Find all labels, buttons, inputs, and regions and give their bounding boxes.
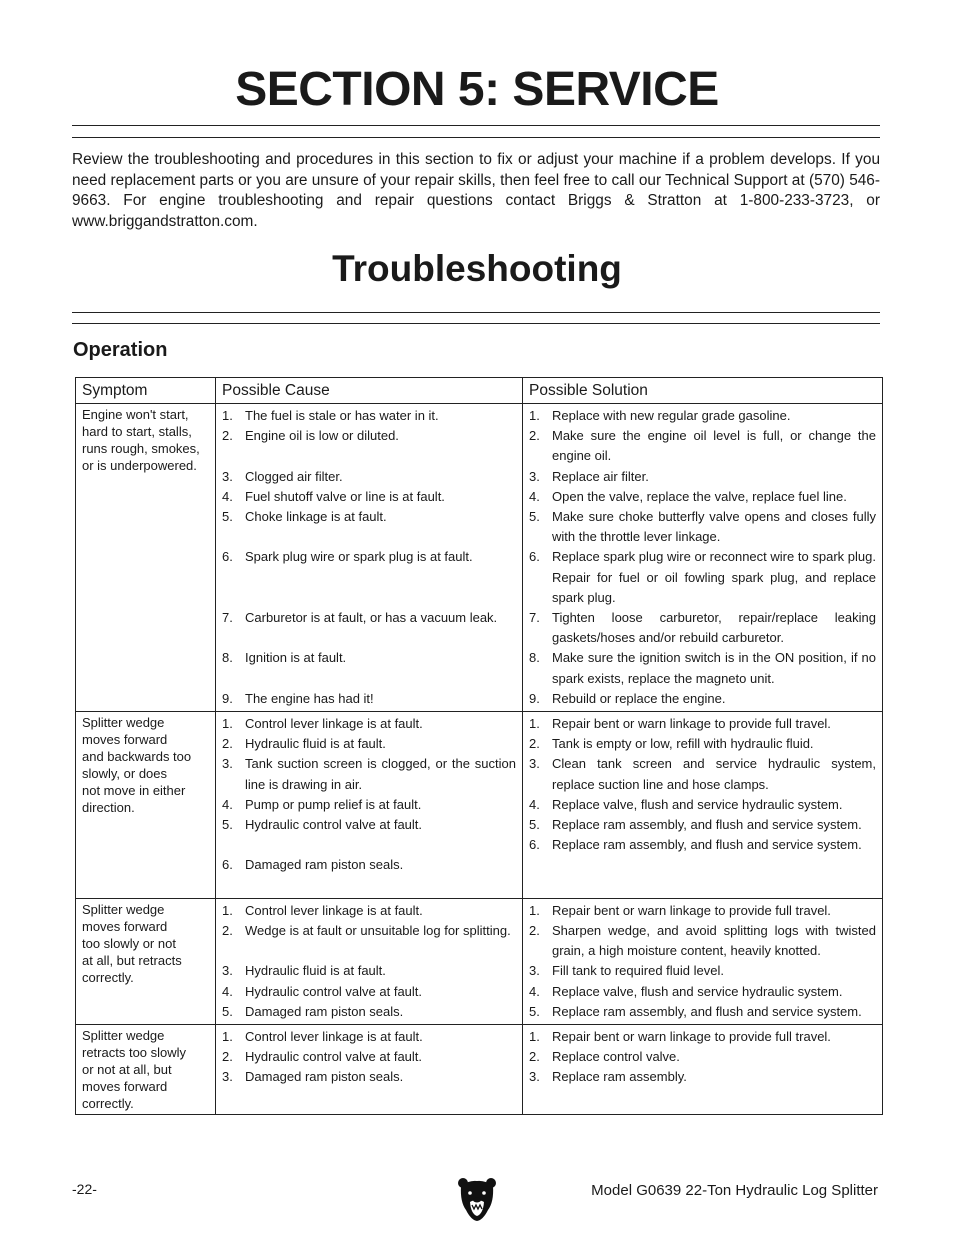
symptom-line: moves forward — [82, 732, 168, 748]
cause-text: Choke linkage is at fault. — [245, 509, 387, 524]
bear-head-icon — [457, 1176, 497, 1222]
solution-cell — [523, 898, 883, 1024]
item-number: 7. — [529, 610, 540, 626]
item-number: 5. — [529, 817, 540, 833]
cause-item — [222, 608, 516, 648]
solution-text: Replace ram assembly, and flush and service system. — [552, 1003, 862, 1019]
symptom-line: hard to start, stalls, — [82, 424, 192, 439]
solution-item — [529, 921, 876, 961]
solution-header: Possible Solution — [523, 378, 883, 404]
solution-text: Replace with new regular grade gasoline. — [552, 408, 791, 423]
item-number: 3. — [222, 756, 233, 772]
cause-text: Damaged ram piston seals. — [245, 1003, 404, 1019]
solution-cell — [523, 1025, 883, 1115]
cause-cell — [216, 898, 523, 1024]
item-number: 1. — [222, 902, 233, 918]
divider — [72, 137, 880, 138]
solution-text: Make sure the engine oil level is full, or change the engine oil. — [552, 428, 876, 464]
cause-item — [222, 734, 516, 754]
symptom-line: and backwards too — [82, 749, 192, 765]
symptom-line: or not at all, but — [82, 1062, 172, 1078]
cause-header: Possible Cause — [216, 378, 523, 404]
item-number: 3. — [529, 756, 540, 772]
cause-text: Hydraulic fluid is at fault. — [245, 736, 386, 752]
cause-text: Hydraulic control valve at fault. — [245, 817, 423, 833]
symptom-line: runs rough, smokes, — [82, 441, 200, 456]
item-number: 2. — [222, 428, 233, 444]
solution-cell — [523, 712, 883, 899]
table-header-row — [76, 378, 883, 404]
item-number: 4. — [222, 488, 233, 504]
solution-text: Tighten loose carburetor, repair/replace leaking gaskets/hoses and/or rebuild carburetor. — [552, 610, 876, 646]
item-number: 6. — [529, 837, 540, 853]
item-number: 9. — [222, 690, 233, 706]
cause-text: Wedge is at fault or unsuitable log for splitting. — [245, 923, 511, 939]
item-number: 2. — [222, 736, 233, 752]
cause-text: Control lever linkage is at fault. — [245, 1029, 423, 1045]
item-number: 1. — [529, 902, 540, 918]
symptom-line: too slowly or not — [82, 935, 176, 951]
solution-text: Replace ram assembly, and flush and service system. — [552, 817, 862, 833]
page-number: -22- — [72, 1181, 97, 1197]
cause-item — [222, 855, 516, 895]
solution-item — [529, 406, 876, 426]
cause-item — [222, 487, 516, 507]
item-number: 3. — [222, 963, 233, 979]
cause-text: Hydraulic control valve at fault. — [245, 1049, 423, 1065]
solution-item — [529, 689, 876, 709]
cause-item — [222, 982, 516, 1002]
solution-text: Replace spark plug wire or reconnect wire to spark plug. Repair for fuel or oil fowling spark plug, and replace spark plug. — [552, 549, 876, 605]
symptom-line: Splitter wedge — [82, 901, 165, 917]
symptom-cell — [76, 712, 216, 899]
item-number: 3. — [529, 963, 540, 979]
cause-text: The engine has had it! — [245, 690, 374, 706]
item-number: 5. — [529, 1003, 540, 1019]
cause-item — [222, 1047, 516, 1067]
cause-item — [222, 406, 516, 426]
cause-text: Clogged air filter. — [245, 468, 343, 484]
solution-text: Replace ram assembly. — [552, 1069, 687, 1085]
symptom-line: at all, but retracts — [82, 952, 182, 968]
cause-item — [222, 467, 516, 487]
item-number: 2. — [529, 428, 540, 444]
item-number: 6. — [222, 549, 233, 565]
cause-text: Fuel shutoff valve or line is at fault. — [245, 488, 445, 504]
item-number: 1. — [222, 1029, 233, 1045]
solution-item — [529, 426, 876, 466]
solution-text: Replace control valve. — [552, 1049, 680, 1065]
section-title: SECTION 5: SERVICE — [235, 63, 719, 116]
item-number: 6. — [222, 857, 233, 873]
solution-text: Fill tank to required fluid level. — [552, 963, 724, 979]
cause-text: Control lever linkage is at fault. — [245, 902, 423, 918]
item-number: 1. — [529, 408, 540, 423]
cause-text: Hydraulic control valve at fault. — [245, 983, 423, 999]
item-number: 5. — [222, 817, 233, 833]
solution-item — [529, 1002, 876, 1022]
item-number: 5. — [529, 509, 540, 525]
solution-item — [529, 507, 876, 547]
item-number: 1. — [222, 716, 233, 732]
table-row — [76, 898, 883, 1024]
divider — [72, 125, 880, 126]
item-number: 7. — [222, 609, 233, 625]
symptom-line: Splitter wedge — [82, 715, 165, 731]
solution-item — [529, 1027, 876, 1047]
solution-item — [529, 648, 876, 688]
solution-item — [529, 487, 876, 507]
cause-text: Engine oil is low or diluted. — [245, 428, 399, 444]
cause-cell — [216, 1025, 523, 1115]
solution-item — [529, 1067, 876, 1087]
item-number: 2. — [529, 1049, 540, 1065]
item-number: 4. — [529, 983, 540, 999]
solution-item — [529, 961, 876, 981]
item-number: 8. — [222, 650, 233, 666]
cause-item — [222, 1002, 516, 1022]
item-number: 3. — [222, 468, 233, 484]
table-row — [76, 404, 883, 712]
symptom-line: correctly. — [82, 969, 134, 985]
item-number: 3. — [529, 468, 540, 484]
model-footer: Model G0639 22-Ton Hydraulic Log Splitter — [591, 1182, 878, 1199]
solution-text: Open the valve, replace the valve, replace fuel line. — [552, 488, 847, 504]
cause-item — [222, 921, 516, 961]
intro-paragraph: Review the troubleshooting and procedures in this section to fix or adjust your machine if a problem develops. If you need replacement parts or you are unsure of your repair skills, then feel free to call our Technical Support at (570) 546-9663. For engine troubleshooting and repair questions contact Briggs & Stratton at 1-800-233-3723, or www.briggandstratton.com. — [72, 151, 880, 230]
item-number: 4. — [529, 488, 540, 504]
cause-item — [222, 901, 516, 921]
solution-text: Make sure choke butterfly valve opens and closes fully with the throttle lever linkage. — [552, 509, 876, 545]
item-number: 1. — [222, 408, 233, 423]
solution-text: Repair bent or warn linkage to provide full travel. — [552, 716, 831, 732]
item-number: 4. — [529, 796, 540, 812]
item-number: 4. — [222, 796, 233, 812]
troubleshooting-title: Troubleshooting — [332, 248, 622, 289]
item-number: 2. — [222, 923, 233, 939]
symptom-line: moves forward — [82, 1079, 168, 1095]
item-number: 2. — [529, 923, 540, 939]
divider — [72, 312, 880, 313]
item-number: 1. — [529, 1029, 540, 1045]
cause-text: Control lever linkage is at fault. — [245, 716, 423, 732]
troubleshooting-table — [75, 377, 883, 1115]
cause-text: Damaged ram piston seals. — [245, 857, 404, 873]
symptom-line: or is underpowered. — [82, 458, 197, 473]
divider — [72, 323, 880, 324]
cause-text: The fuel is stale or has water in it. — [245, 408, 439, 423]
solution-item — [529, 547, 876, 608]
solution-text: Tank is empty or low, refill with hydraulic fluid. — [552, 736, 814, 752]
cause-item — [222, 547, 516, 608]
item-number: 4. — [222, 983, 233, 999]
table-row — [76, 712, 883, 899]
item-number: 5. — [222, 1003, 233, 1019]
operation-title: Operation — [73, 339, 168, 361]
item-number: 1. — [529, 716, 540, 732]
solution-text: Repair bent or warn linkage to provide full travel. — [552, 902, 831, 918]
symptom-line: retracts too slowly — [82, 1045, 187, 1061]
symptom-line: moves forward — [82, 918, 168, 934]
solution-text: Repair bent or warn linkage to provide full travel. — [552, 1029, 831, 1045]
solution-cell — [523, 404, 883, 712]
item-number: 9. — [529, 690, 540, 706]
cause-item — [222, 426, 516, 466]
solution-item — [529, 754, 876, 794]
symptom-cell — [76, 898, 216, 1024]
cause-item — [222, 961, 516, 981]
item-number: 5. — [222, 509, 233, 524]
item-number: 2. — [222, 1049, 233, 1065]
item-number: 2. — [529, 736, 540, 752]
item-number: 3. — [222, 1069, 233, 1085]
solution-text: Replace ram assembly, and flush and service system. — [552, 837, 862, 853]
cause-cell — [216, 712, 523, 899]
item-number: 6. — [529, 549, 540, 565]
solution-item — [529, 734, 876, 754]
solution-text: Replace valve, flush and service hydraulic system. — [552, 796, 843, 812]
symptom-line: Splitter wedge — [82, 1028, 165, 1044]
cause-item — [222, 1067, 516, 1087]
solution-text: Make sure the ignition switch is in the ON position, if no spark exists, replace the magneto unit. — [552, 650, 876, 686]
cause-item — [222, 1027, 516, 1047]
solution-item — [529, 467, 876, 487]
symptom-line: direction. — [82, 800, 135, 816]
solution-item — [529, 835, 876, 855]
cause-item — [222, 714, 516, 734]
cause-text: Spark plug wire or spark plug is at fault. — [245, 549, 473, 565]
cause-item — [222, 795, 516, 815]
cause-item — [222, 648, 516, 688]
solution-item — [529, 608, 876, 648]
item-number: 8. — [529, 650, 540, 666]
symptom-line: slowly, or does — [82, 766, 168, 782]
cause-text: Tank suction screen is clogged, or the suction line is drawing in air. — [245, 756, 516, 792]
solution-item — [529, 714, 876, 734]
solution-item — [529, 1047, 876, 1067]
solution-item — [529, 815, 876, 835]
symptom-cell — [76, 404, 216, 712]
cause-item — [222, 689, 516, 709]
cause-text: Pump or pump relief is at fault. — [245, 796, 422, 812]
solution-text: Rebuild or replace the engine. — [552, 690, 726, 706]
symptom-line: not move in either — [82, 783, 186, 799]
cause-text: Ignition is at fault. — [245, 650, 347, 666]
cause-text: Carburetor is at fault, or has a vacuum leak. — [245, 609, 498, 625]
cause-text: Hydraulic fluid is at fault. — [245, 963, 386, 979]
table-row — [76, 1025, 883, 1115]
solution-item — [529, 982, 876, 1002]
solution-text: Clean tank screen and service hydraulic system, replace suction line and hose clamps. — [552, 756, 876, 792]
symptom-header: Symptom — [76, 378, 216, 404]
cause-cell — [216, 404, 523, 712]
solution-text: Sharpen wedge, and avoid splitting logs with twisted grain, a high moisture content, heavily knotted. — [552, 923, 876, 959]
cause-text: Damaged ram piston seals. — [245, 1069, 404, 1085]
symptom-line: correctly. — [82, 1096, 134, 1112]
solution-item — [529, 901, 876, 921]
solution-text: Replace air filter. — [552, 468, 649, 484]
solution-item — [529, 795, 876, 815]
symptom-line: Engine won't start, — [82, 407, 189, 422]
solution-text: Replace valve, flush and service hydraulic system. — [552, 983, 843, 999]
item-number: 3. — [529, 1069, 540, 1085]
symptom-cell — [76, 1025, 216, 1115]
cause-item — [222, 815, 516, 855]
cause-item — [222, 754, 516, 794]
cause-item — [222, 507, 516, 547]
